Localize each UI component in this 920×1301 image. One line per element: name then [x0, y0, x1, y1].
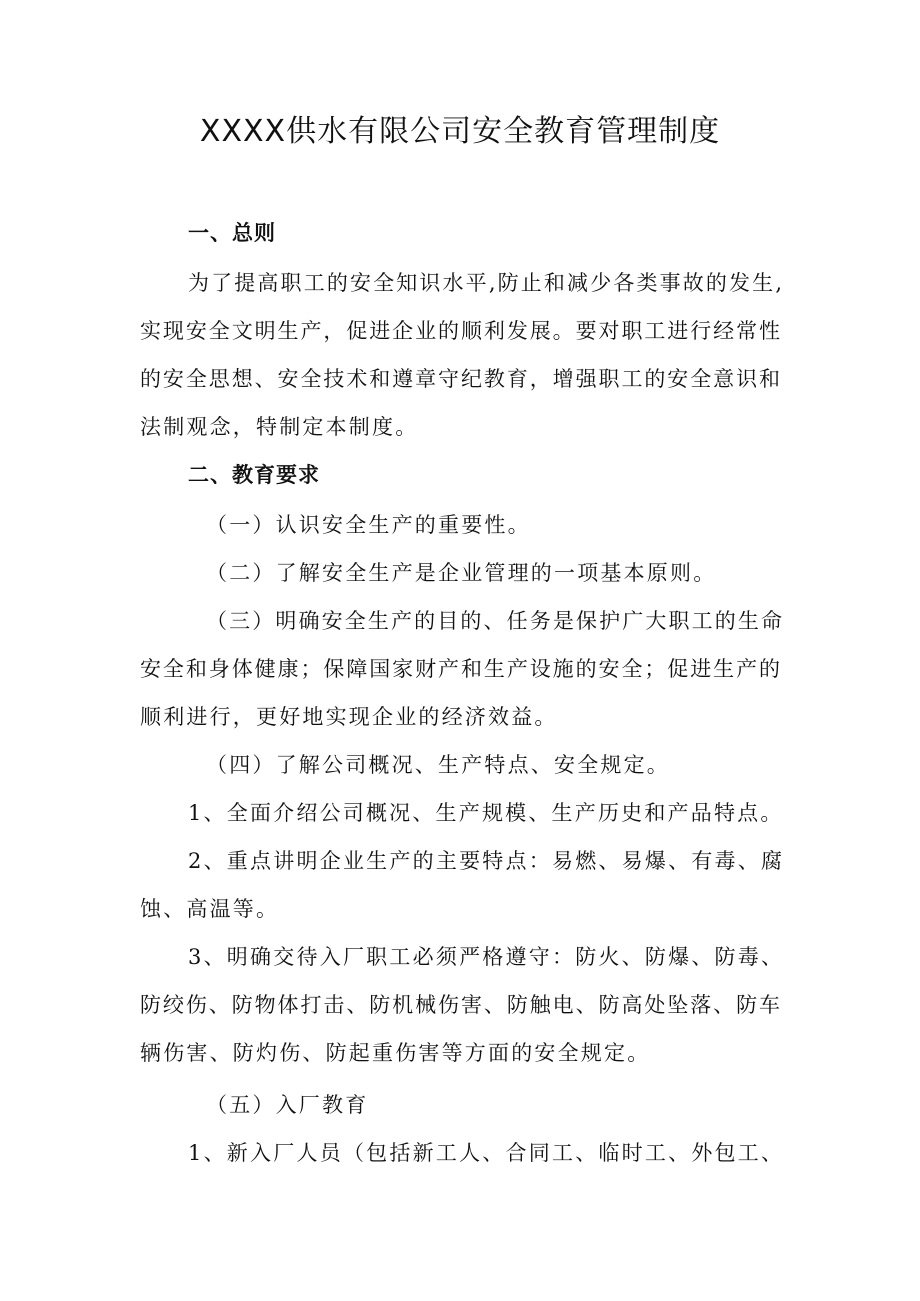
list-item: （三）明确安全生产的目的、任务是保护广大职工的生命 — [206, 609, 782, 633]
list-item: 3、明确交待入厂职工必须严格遵守：防火、防爆、防毒、 — [188, 945, 782, 969]
list-item: （五）入厂教育 — [206, 1093, 369, 1117]
section-heading-general: 一、总则 — [188, 221, 276, 245]
list-item: （一）认识安全生产的重要性。 — [206, 513, 531, 537]
list-item: 1、新入厂人员（包括新工人、合同工、临时工、外包工、 — [188, 1141, 782, 1165]
paragraph-line: 为了提高职工的安全知识水平,防止和减少各类事故的发生, — [188, 271, 782, 295]
paragraph-line: 防绞伤、防物体打击、防机械伤害、防触电、防高处坠落、防车 — [140, 993, 780, 1017]
list-item: 1、全面介绍公司概况、生产规模、生产历史和产品特点。 — [188, 801, 784, 825]
list-item: 2、重点讲明企业生产的主要特点：易燃、易爆、有毒、腐 — [188, 849, 782, 873]
paragraph-line: 蚀、高温等。 — [140, 897, 280, 921]
paragraph-line: 安全和身体健康；保障国家财产和生产设施的安全；促进生产的 — [140, 657, 780, 681]
section-heading-education-requirements: 二、教育要求 — [188, 463, 320, 487]
list-item: （四）了解公司概况、生产特点、安全规定。 — [206, 753, 670, 777]
list-item: （二）了解安全生产是企业管理的一项基本原则。 — [206, 561, 717, 585]
paragraph-line: 实现安全文明生产，促进企业的顺利发展。要对职工进行经常性 — [140, 319, 780, 343]
document-title: XXXX供水有限公司安全教育管理制度 — [199, 114, 721, 149]
paragraph-line: 法制观念，特制定本制度。 — [140, 415, 419, 439]
paragraph-line: 顺利进行，更好地实现企业的经济效益。 — [140, 705, 558, 729]
paragraph-line: 的安全思想、安全技术和遵章守纪教育，增强职工的安全意识和 — [140, 367, 780, 391]
paragraph-line: 辆伤害、防灼伤、防起重伤害等方面的安全规定。 — [140, 1041, 651, 1065]
